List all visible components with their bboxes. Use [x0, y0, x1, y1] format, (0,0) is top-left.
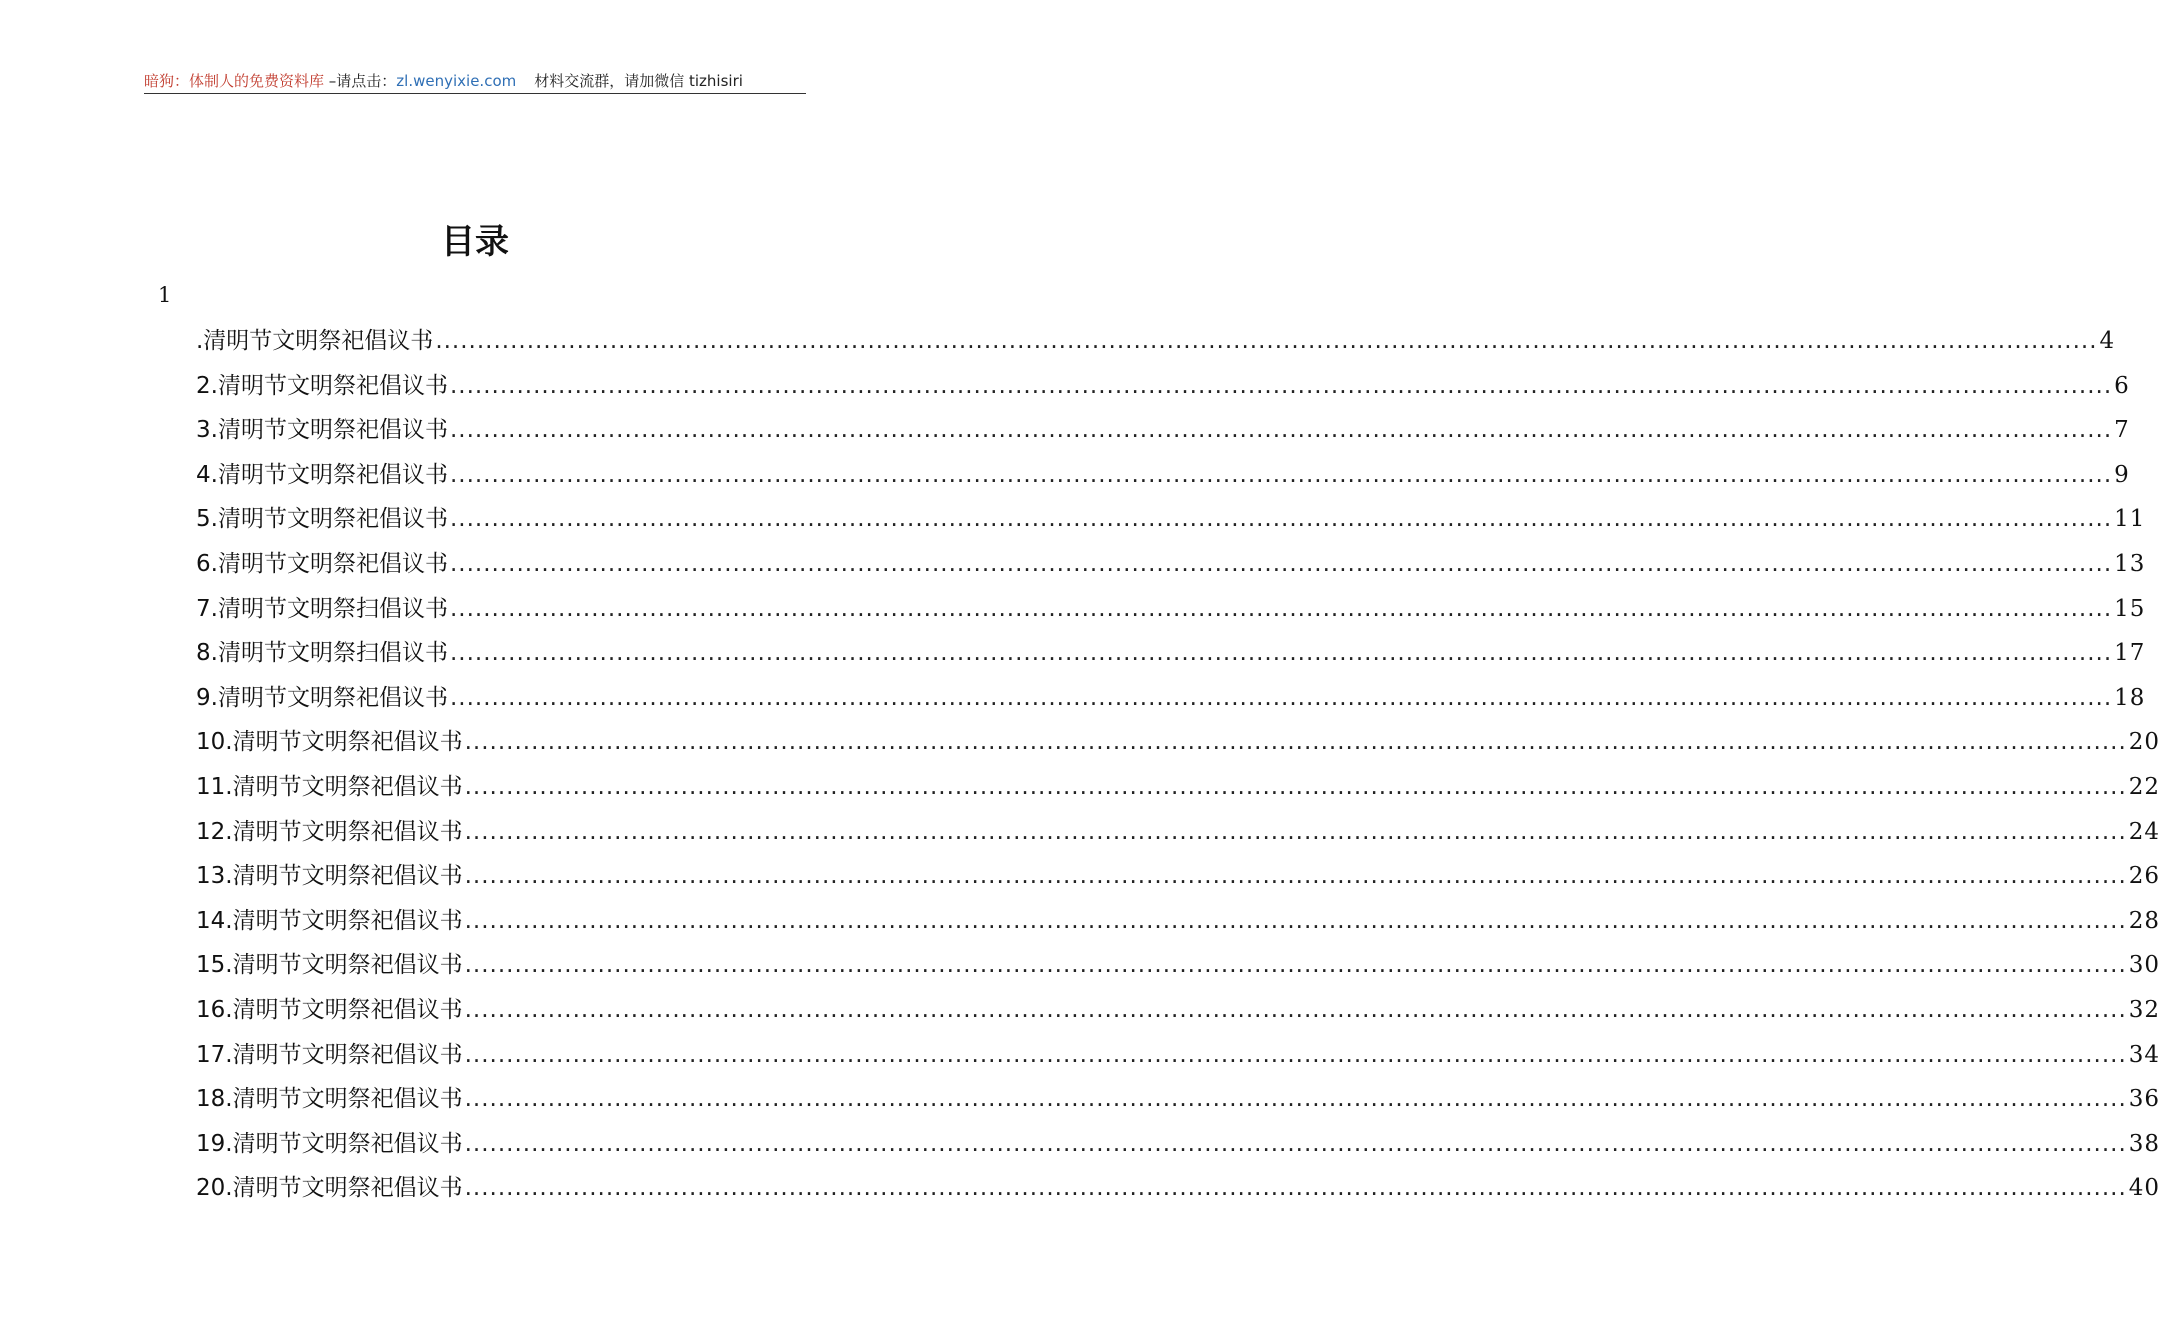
- toc-entry[interactable]: [196, 943, 2160, 988]
- toc-entry-title: 7.清明节文明祭扫倡议书: [196, 595, 448, 622]
- toc-entry-page: 40: [2128, 1175, 2160, 1202]
- toc-entry-page: 34: [2128, 1041, 2160, 1068]
- toc-entry-title: 2.清明节文明祭祀倡议书: [196, 372, 448, 399]
- toc-entry[interactable]: [196, 765, 2160, 810]
- toc-dot-leader: ........................................................................................................................................................................................................: [464, 818, 2127, 845]
- toc-entry[interactable]: [196, 1122, 2160, 1167]
- header-link[interactable]: zl.wenyixie.com: [396, 72, 517, 90]
- toc-entry[interactable]: [196, 453, 2130, 498]
- header-divider: [144, 93, 806, 94]
- toc-entry-page: 32: [2128, 996, 2160, 1023]
- toc-entry-title: 16.清明节文明祭祀倡议书: [196, 996, 463, 1023]
- toc-entry[interactable]: [196, 631, 2146, 676]
- toc-dot-leader: ........................................................................................................................................................................................................: [449, 595, 2113, 622]
- toc-entry-title: .清明节文明祭祀倡议书: [196, 328, 434, 354]
- toc-number: 1: [158, 283, 172, 307]
- toc-dot-leader: ........................................................................................................................................................................................................: [464, 952, 2127, 979]
- toc-dot-leader: ........................................................................................................................................................................................................: [435, 328, 2098, 354]
- toc-entry-page: 30: [2128, 952, 2160, 979]
- toc-entry[interactable]: [196, 854, 2160, 899]
- toc-entry[interactable]: [196, 364, 2130, 409]
- toc-dot-leader: ........................................................................................................................................................................................................: [464, 1130, 2127, 1157]
- toc-dot-leader: ........................................................................................................................................................................................................: [449, 550, 2113, 577]
- toc-entry-page: 22: [2128, 773, 2160, 800]
- page-header: [144, 70, 806, 92]
- toc-entry-page: 38: [2128, 1130, 2160, 1157]
- toc-dot-leader: ........................................................................................................................................................................................................: [449, 461, 2113, 488]
- toc-dot-leader: ........................................................................................................................................................................................................: [464, 773, 2127, 800]
- toc-dot-leader: ........................................................................................................................................................................................................: [464, 1041, 2127, 1068]
- toc-list: [196, 319, 2160, 1211]
- toc-entry-page: 11: [2114, 506, 2146, 533]
- header-wechat-note: 材料交流群，请加微信 tizhisiri: [534, 72, 743, 90]
- toc-dot-leader: ........................................................................................................................................................................................................: [464, 996, 2127, 1023]
- toc-entry-title: 19.清明节文明祭祀倡议书: [196, 1130, 463, 1157]
- toc-entry-page: 17: [2114, 640, 2146, 667]
- toc-dot-leader: ........................................................................................................................................................................................................: [464, 1175, 2127, 1202]
- toc-entry-title: 8.清明节文明祭扫倡议书: [196, 640, 448, 667]
- toc-entry[interactable]: [196, 1077, 2160, 1122]
- toc-dot-leader: ........................................................................................................................................................................................................: [449, 506, 2113, 533]
- toc-entry-title: 12.清明节文明祭祀倡议书: [196, 818, 463, 845]
- toc-entry-title: 6.清明节文明祭祀倡议书: [196, 550, 448, 577]
- toc-dot-leader: ........................................................................................................................................................................................................: [464, 907, 2127, 934]
- toc-entry-title: 14.清明节文明祭祀倡议书: [196, 907, 463, 934]
- toc-dot-leader: ........................................................................................................................................................................................................: [449, 372, 2113, 399]
- toc-dot-leader: ........................................................................................................................................................................................................: [449, 640, 2113, 667]
- toc-entry-title: 18.清明节文明祭祀倡议书: [196, 1086, 463, 1113]
- toc-entry-page: 4: [2099, 328, 2116, 354]
- toc-entry[interactable]: [196, 587, 2146, 632]
- toc-entry[interactable]: [196, 542, 2146, 587]
- toc-entry[interactable]: [196, 676, 2146, 721]
- toc-entry-page: 15: [2114, 595, 2146, 622]
- toc-entry[interactable]: [196, 899, 2160, 944]
- toc-entry-title: 3.清明节文明祭祀倡议书: [196, 417, 448, 444]
- toc-entry[interactable]: [196, 497, 2146, 542]
- toc-entry-page: 9: [2114, 461, 2130, 488]
- toc-entry[interactable]: [196, 408, 2130, 453]
- toc-entry[interactable]: [196, 810, 2160, 855]
- toc-dot-leader: ........................................................................................................................................................................................................: [464, 1086, 2127, 1113]
- toc-entry-title: 17.清明节文明祭祀倡议书: [196, 1041, 463, 1068]
- toc-entry-page: 20: [2128, 729, 2160, 756]
- toc-entry-page: 13: [2114, 550, 2146, 577]
- toc-entry-page: 36: [2128, 1086, 2160, 1113]
- toc-entry-title: 4.清明节文明祭祀倡议书: [196, 461, 448, 488]
- toc-dot-leader: ........................................................................................................................................................................................................: [464, 729, 2127, 756]
- toc-entry-title: 20.清明节文明祭祀倡议书: [196, 1175, 463, 1202]
- toc-entry-title: 15.清明节文明祭祀倡议书: [196, 952, 463, 979]
- toc-entry-title: 11.清明节文明祭祀倡议书: [196, 773, 463, 800]
- toc-entry[interactable]: [196, 319, 2116, 364]
- toc-entry[interactable]: [196, 1166, 2160, 1211]
- toc-entry[interactable]: [196, 1033, 2160, 1078]
- toc-entry-title: 5.清明节文明祭祀倡议书: [196, 506, 448, 533]
- toc-entry-page: 6: [2114, 372, 2130, 399]
- toc-entry-title: 9.清明节文明祭祀倡议书: [196, 684, 448, 711]
- toc-entry-page: 18: [2114, 684, 2146, 711]
- toc-entry-page: 26: [2128, 863, 2160, 890]
- toc-entry-title: 10.清明节文明祭祀倡议书: [196, 729, 463, 756]
- header-separator: –请点击：: [324, 72, 397, 90]
- toc-entry-page: 7: [2114, 417, 2130, 444]
- toc-dot-leader: ........................................................................................................................................................................................................: [449, 684, 2113, 711]
- page-title: 目录: [441, 222, 509, 262]
- toc-entry-page: 24: [2128, 818, 2160, 845]
- toc-dot-leader: ........................................................................................................................................................................................................: [449, 417, 2113, 444]
- toc-entry[interactable]: [196, 720, 2160, 765]
- header-brand: 暗狗：体制人的免费资料库: [144, 72, 325, 90]
- toc-dot-leader: ........................................................................................................................................................................................................: [464, 863, 2127, 890]
- toc-entry-page: 28: [2128, 907, 2160, 934]
- toc-entry[interactable]: [196, 988, 2160, 1033]
- toc-entry-title: 13.清明节文明祭祀倡议书: [196, 863, 463, 890]
